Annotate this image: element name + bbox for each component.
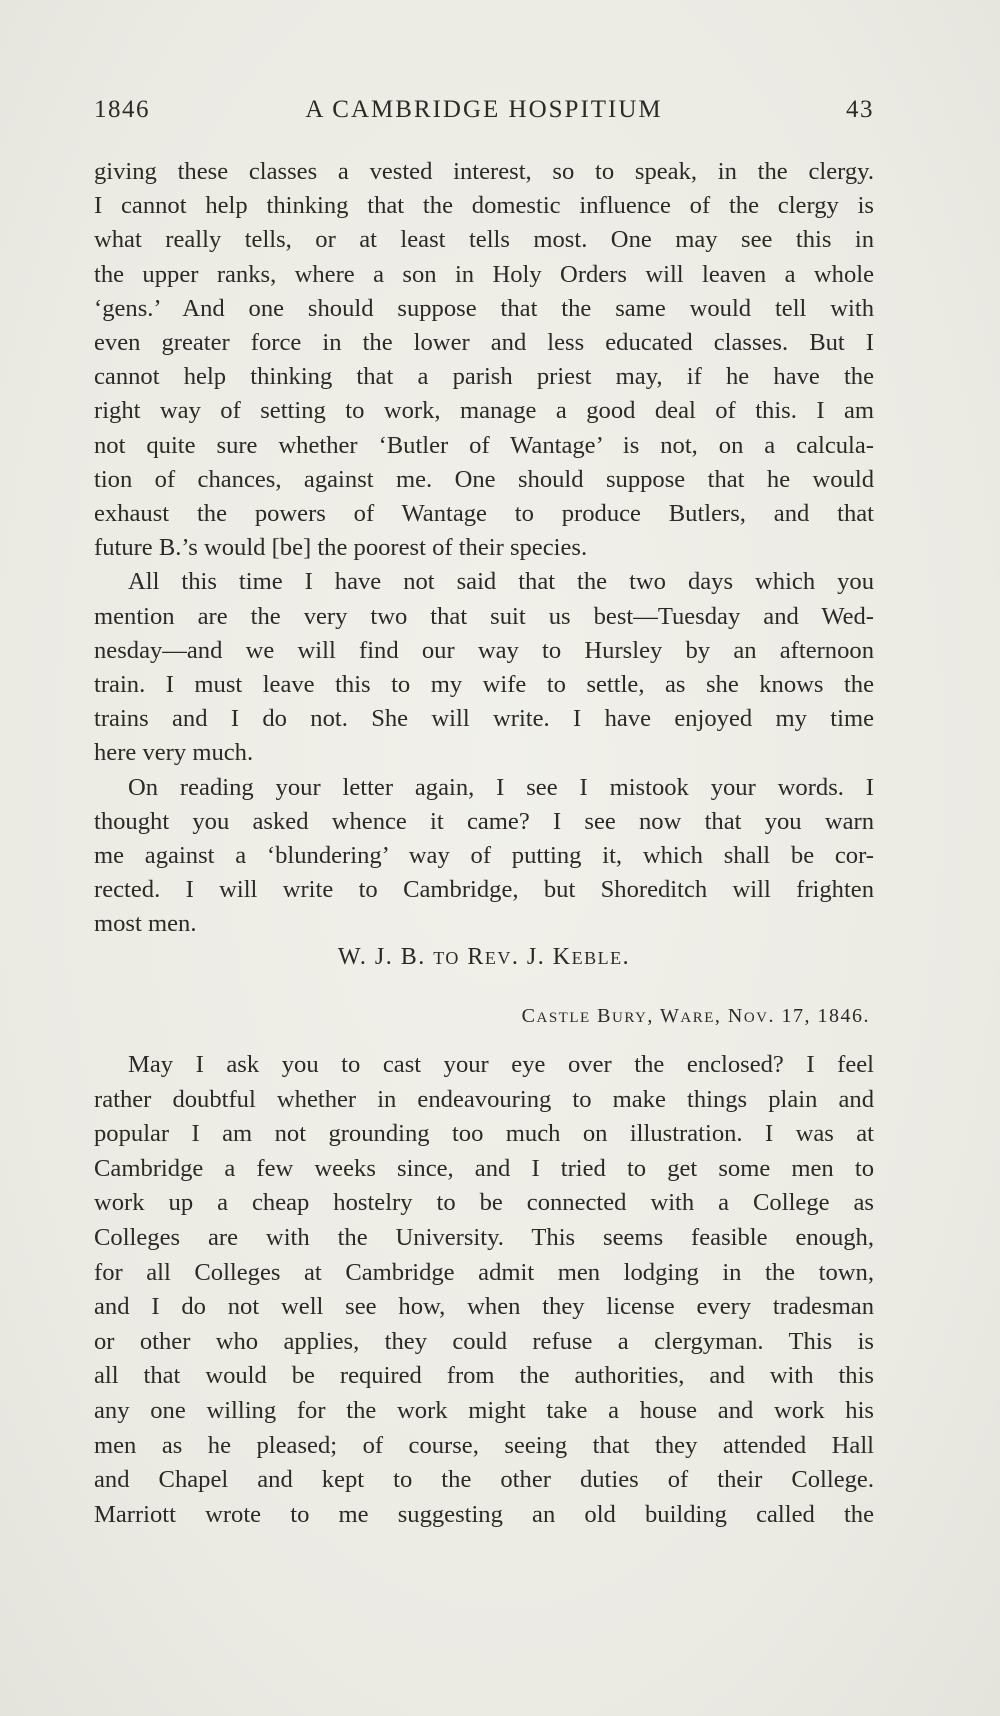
heading-part: TO [433,948,460,968]
dateline-part: OV [743,1010,769,1026]
text-line: any one willing for the work might take a house and work his [94,1396,874,1424]
text-line: the upper ranks, where a son in Holy Orders will leaven a whole [94,260,874,288]
dateline-part: C [521,1005,537,1027]
text-line: or other who applies, they could refuse a clergyman. This is [94,1327,874,1355]
paragraph-2 [94,565,874,770]
letter-body [94,1048,874,1532]
heading-part: EV [484,948,512,968]
text-line: giving these classes a vested interest, so to speak, in the clergy. [94,158,874,185]
text-line: All this time I have not said that the two days which you [128,568,874,596]
heading-part: EBLE [571,948,623,968]
text-line: men as he pleased; of course, seeing that they attended Hall [94,1431,874,1459]
dateline-part: ARE [680,1010,715,1026]
heading-part: W. J. B. [337,944,434,970]
text-line: popular I am not grounding too much on illustration. I was at [94,1120,874,1148]
paragraph-3 [94,771,874,942]
text-line: and Chapel and kept to the other duties of their College. [94,1466,874,1494]
dateline-part: B [590,1005,613,1027]
heading-part: . J. K [511,944,572,970]
text-line: May I ask you to cast your eye over the enclosed? I feel [128,1051,874,1078]
text-line: cannot help thinking that a parish priest may, if he have the [94,363,874,391]
text-line: Cambridge a few weeks since, and I tried to get some men to [94,1154,874,1182]
dateline-part: , N [714,1005,744,1027]
dateline-part: . 17, 1846. [768,1005,870,1027]
text-line: trains and I do not. She will write. I have enjoyed my time [94,705,874,733]
text-line: and I do not well see how, when they license every tradesman [94,1293,874,1321]
text-line: all that would be required from the authorities, and with this [94,1362,874,1390]
text-line: for all Colleges at Cambridge admit men lodging in the town, [94,1258,874,1286]
paragraph-1 [94,155,874,565]
page-number: 43 [846,96,874,123]
dateline-part: , W [647,1005,681,1027]
text-line: thought you asked whence it came? I see now that you warn [94,807,874,835]
text-line: most men. [94,910,197,938]
heading-part: . [622,944,631,970]
text-line: right way of setting to work, manage a good deal of this. I am [94,397,874,425]
text-line: I cannot help thinking that the domestic influence of the clergy is [94,192,874,220]
dateline-part: ASTLE [536,1010,591,1026]
text-line: tion of chances, against me. One should suppose that he would [94,465,874,493]
body-text [94,155,874,942]
text-line: here very much. [94,739,254,767]
header-year: 1846 [94,96,150,123]
text-line: ‘gens.’ And one should suppose that the same would tell with [94,294,874,322]
text-line: even greater force in the lower and less educated classes. But I [94,329,874,357]
text-line: rather doubtful whether in endeavouring to make things plain and [94,1085,874,1113]
text-line: Colleges are with the University. This seems feasible enough, [94,1223,874,1251]
letter-dateline [522,1005,870,1028]
text-line: On reading your letter again, I see I mistook your words. I [128,773,874,801]
text-line: not quite sure whether ‘Butler of Wantage’ is not, on a calcula- [94,431,874,459]
text-line: what really tells, or at least tells most. One may see this in [94,226,874,254]
header-title: A CAMBRIDGE HOSPITIUM [305,96,663,123]
text-line: train. I must leave this to my wife to settle, as she knows the [94,671,874,699]
text-line: me against a ‘blundering’ way of putting it, which shall be cor- [94,842,874,870]
text-line: nesday—and we will find our way to Hursley by an afternoon [94,636,874,664]
dateline-part: URY [612,1010,648,1026]
text-line: rected. I will write to Cambridge, but Shoreditch will frighten [94,876,874,904]
letter-heading [94,944,874,971]
text-line: work up a cheap hostelry to be connected with a College as [94,1189,874,1217]
text-line: Marriott wrote to me suggesting an old building called the [94,1500,874,1528]
text-line: exhaust the powers of Wantage to produce Butlers, and that [94,500,874,528]
running-header [94,96,874,136]
heading-part: R [459,944,485,970]
text-line: future B.’s would [be] the poorest of their species. [94,534,588,562]
text-line: mention are the very two that suit us best—Tuesday and Wed- [94,602,874,630]
